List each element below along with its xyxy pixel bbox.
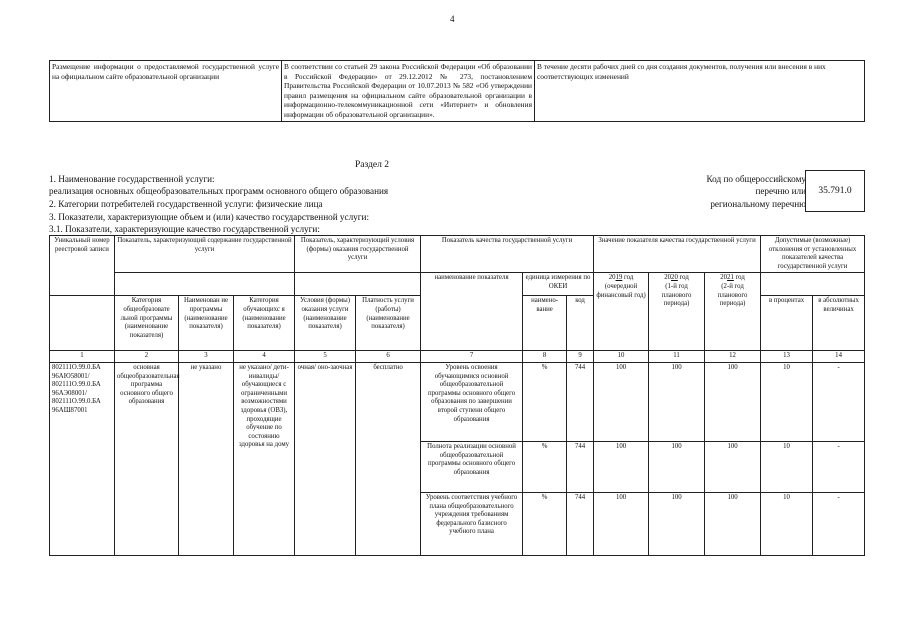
indicator-unit: %: [523, 362, 567, 441]
quality-table: [49, 235, 865, 556]
indicator-value-2: 100: [649, 492, 705, 555]
hdr-values: Значение показателя качества государственной услуги: [594, 236, 761, 273]
hdr-c1: Категория общеобразовате льной программы (наименование показателя): [115, 296, 179, 351]
hdr-unit-name: наимено-вание: [523, 296, 567, 351]
indicator-unit: %: [523, 441, 567, 492]
col-num: 12: [705, 351, 761, 363]
indicator-name: Уровень освоения обучающимися основной общеобразовательной программы основного общего образования по завершении второй ступени общего образования: [421, 362, 523, 441]
indicator-dev-abs: -: [813, 441, 865, 492]
indicator-dev-abs: -: [813, 492, 865, 555]
hdr-c4: Условия (формы) оказания услуги (наименование показателя): [295, 296, 356, 351]
record-registry: 802111О.99.0.БА 96АЮ58001/ 802111О.99.0.БА 96АЭ08001/ 802111О.99.0.БА 96АШ87001: [50, 362, 115, 555]
info-cell-3: В течение десяти рабочих дней со дня создания документов, получения или внесения в них соответствующих изменений: [535, 61, 865, 122]
hdr-deviations: Допустимые (возможные) отклонения от установленных показателей качества государственной услуги: [761, 236, 865, 273]
col-num: 13: [761, 351, 813, 363]
col-num: 1: [50, 351, 115, 363]
hdr-content-blank: [115, 273, 295, 296]
code-label-3: региональному перечню: [710, 199, 806, 209]
hdr-quality-name: наименование показателя: [421, 273, 523, 351]
col-num: 6: [356, 351, 421, 363]
col-num: 5: [295, 351, 356, 363]
quality-heading: 3.1. Показатели, характеризующие качество государственной услуги:: [49, 224, 320, 234]
hdr-year-2: 2020 год (1-й год планового периода): [649, 273, 705, 351]
code-label-1: Код по общероссийскому: [706, 174, 806, 184]
col-num: 2: [115, 351, 179, 363]
indicator-value-2: 100: [649, 362, 705, 441]
code-value: 35.791.0: [805, 170, 865, 212]
col-number-row: [50, 351, 865, 363]
col-num: 11: [649, 351, 705, 363]
indicator-dev-percent: 10: [761, 492, 813, 555]
col-num: 3: [179, 351, 234, 363]
indicator-value-1: 100: [594, 362, 649, 441]
indicator-name: Уровень соответствия учебного плана общеобразовательного учреждения требованиям федерального базисного учебного плана: [421, 492, 523, 555]
hdr-c2: Наименован ие программы (наименование показателя): [179, 296, 234, 351]
page-number: 4: [450, 14, 455, 24]
indicator-dev-percent: 10: [761, 362, 813, 441]
indicator-value-3: 100: [705, 492, 761, 555]
hdr-unit: единица измерения по ОКЕИ: [523, 273, 594, 296]
consumer-category: 2. Категории потребителей государственной услуги: физические лица: [49, 199, 323, 209]
col-num: 7: [421, 351, 523, 363]
record-form: очная/ оно-заочная: [295, 362, 356, 555]
info-cell-2: В соответствии со статьей 29 закона Российской Федерации «Об образовании в Российской Федерации» от 29.12.2012 № 273, постановлением Правительства Российской Федерации от 10.07.2013 № 582 «Об утверждении правил размещения на официальном сайте образовательной организации в информационно-телекоммуникационной сети «Интернет» и обновления информации об образовательной организации».: [282, 61, 535, 122]
indicator-unit: %: [523, 492, 567, 555]
hdr-content: Показатель, характеризующий содержание государственной услуги: [115, 236, 295, 273]
record-category: основная общеобразовательная программа основного общего образования: [115, 362, 179, 555]
record-students: не указано/ дети-инвалиды/ обучающиеся с ограниченными возможностями здоровья (ОВЗ), проходящие обучение по состоянию здоровья на дому: [234, 362, 295, 555]
hdr-unit-code: код: [567, 296, 594, 351]
hdr-c3: Категория обучающихс я (наименование показателя): [234, 296, 295, 351]
hdr-c5: Платность услуги (работы) (наименование показателя): [356, 296, 421, 351]
indicator-dev-abs: -: [813, 362, 865, 441]
record-program: не указано: [179, 362, 234, 555]
hdr-dev-percent: в процентах: [761, 296, 813, 351]
hdr-quality: Показатель качества государственной услуги: [421, 236, 594, 273]
indicator-code: 744: [567, 492, 594, 555]
hdr-dev-abs: в абсолютных величинах: [813, 296, 865, 351]
col-num: 8: [523, 351, 567, 363]
section-title: Раздел 2: [355, 160, 389, 170]
hdr-conditions: Показатель, характеризующий условия (формы) оказания государственной услуги: [295, 236, 421, 273]
info-cell-1: Размещение информации о предоставляемой государственной услуге на официальном сайте образовательной организации: [50, 61, 282, 122]
code-label-2: перечню или: [755, 186, 806, 196]
indicator-value-3: 100: [705, 441, 761, 492]
indicator-code: 744: [567, 441, 594, 492]
indicator-dev-percent: 10: [761, 441, 813, 492]
service-name-label: 1. Наименование государственной услуги:: [49, 174, 215, 184]
indicator-value-1: 100: [594, 441, 649, 492]
col-num: 14: [813, 351, 865, 363]
record-payment: бесплатно: [356, 362, 421, 555]
indicator-value-1: 100: [594, 492, 649, 555]
info-table: [49, 60, 865, 122]
indicator-value-2: 100: [649, 441, 705, 492]
indicators-heading: 3. Показатели, характеризующие объем и (или) качество государственной услуги:: [49, 212, 370, 222]
indicator-value-3: 100: [705, 362, 761, 441]
col-num: 10: [594, 351, 649, 363]
service-name-value: реализация основных общеобразовательных программ основного общего образования: [49, 186, 389, 196]
indicator-name: Полнота реализации основной общеобразовательной программы основного общего образования: [421, 441, 523, 492]
col-num: 4: [234, 351, 295, 363]
col-num: 9: [567, 351, 594, 363]
indicator-code: 744: [567, 362, 594, 441]
hdr-deviations-blank: [761, 273, 865, 296]
table-row: [50, 362, 865, 441]
hdr-conditions-blank: [295, 273, 421, 296]
hdr-year-1: 2019 год (очередной финансовый год): [594, 273, 649, 351]
hdr-year-3: 2021 год (2-й год планового периода): [705, 273, 761, 351]
hdr-registry-blank: [50, 296, 115, 351]
hdr-registry: Уникальный номер реестровой записи: [50, 236, 115, 296]
